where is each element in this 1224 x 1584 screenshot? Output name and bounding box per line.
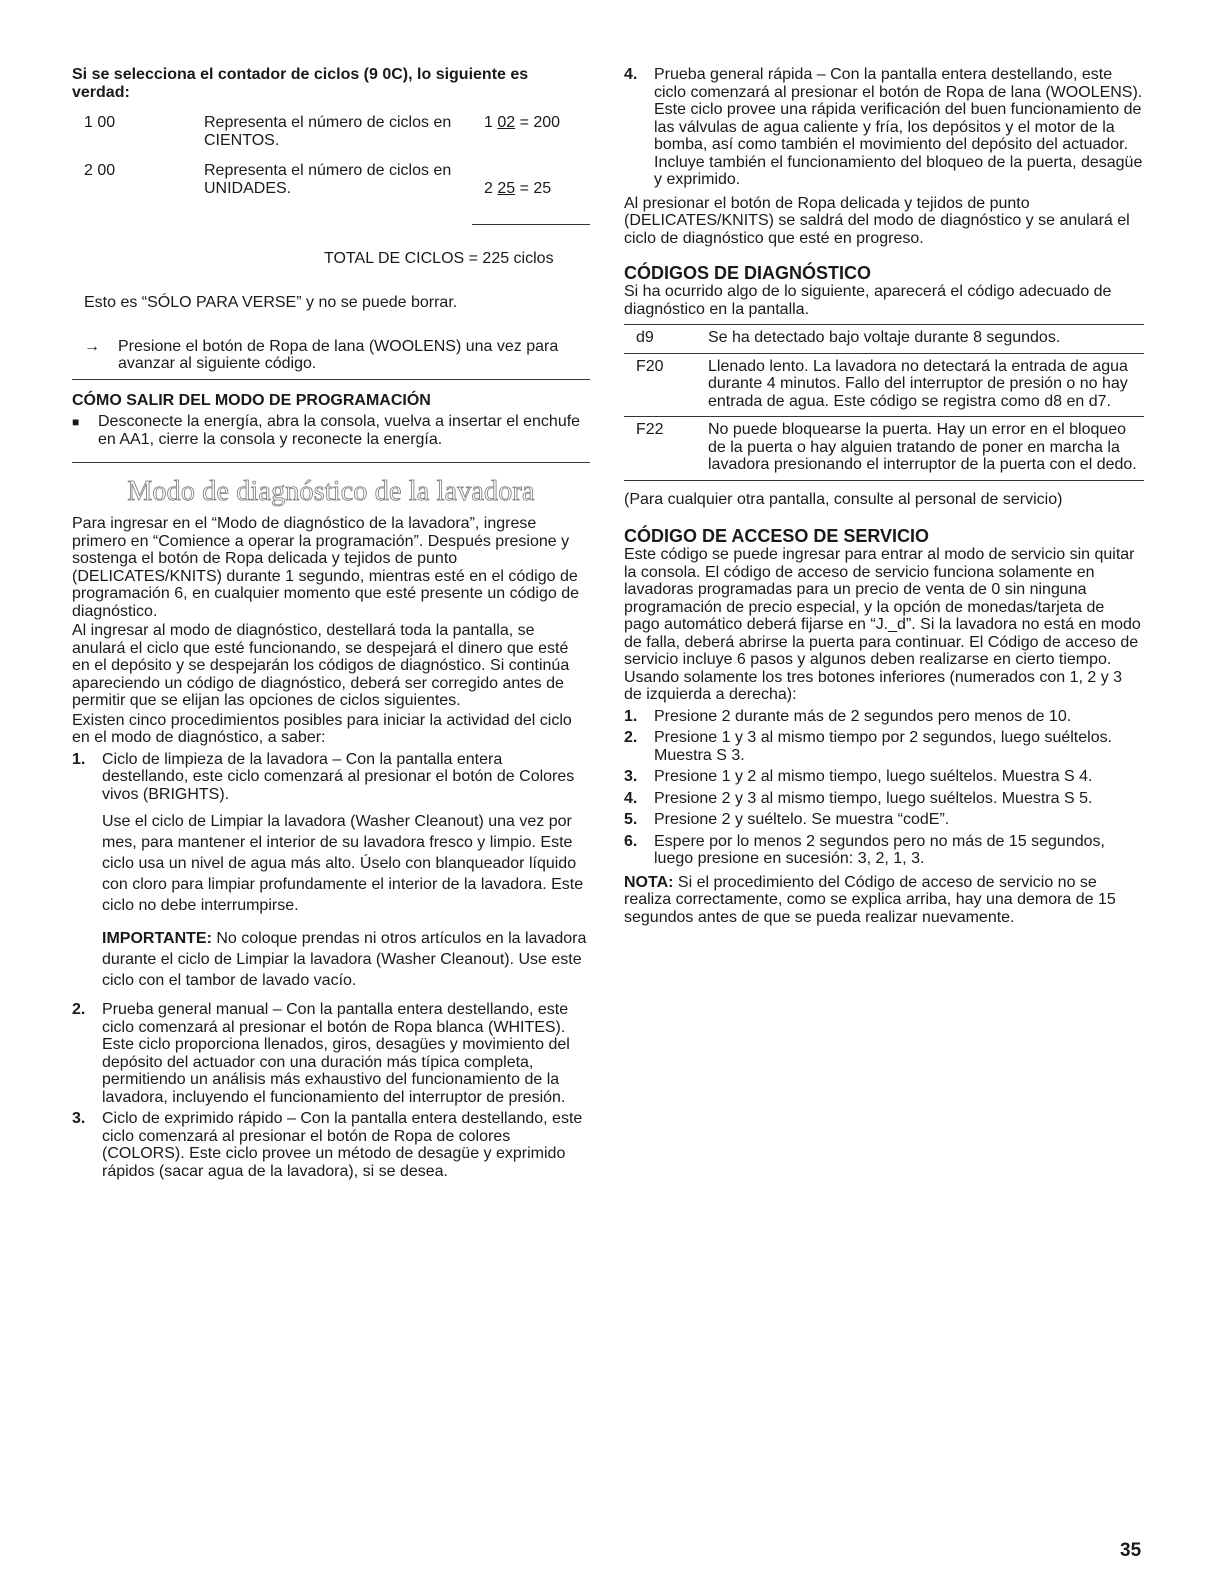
total-cycles: TOTAL DE CICLOS = 225 ciclos <box>324 250 554 267</box>
sum-divider <box>472 224 590 225</box>
codes-intro: Si ha ocurrido algo de lo siguiente, aparecerá el código adecuado de diagnóstico en la pantalla. <box>624 283 1112 318</box>
access-step: 5. Presione 2 y suéltelo. Se muestra “codE”. <box>624 811 950 828</box>
code-desc-cell: Se ha detectado bajo voltaje durante 8 segundos. <box>708 325 1144 354</box>
diag-paragraph-1: Para ingresar en el “Modo de diagnóstico de la lavadora”, ingrese primero en “Comience a operar la programación”. Después presione y sostenga el botón de Ropa delicada y tejidos de punto (DELICATES/KNITS) durante 1 segundo, mientras esté en el código de programación 6, en cualquier momento que esté presente un código de diagnóstico. <box>72 515 579 620</box>
access-step: 4. Presione 2 y 3 al mismo tiempo, luego suéltelos. Muestra S 5. <box>624 789 1093 807</box>
divider <box>72 379 590 380</box>
diagnostic-codes-heading: CÓDIGOS DE DIAGNÓSTICO <box>624 263 872 283</box>
code-cell: F20 <box>624 353 708 417</box>
diag-item-4: 4. Prueba general rápida – Con la pantalla entera destellando, este ciclo comenzará al presionar el botón de Ropa de lana (WOOLENS). Este ciclo provee una rápida verificación del buen funcionamiento de las válvulas de agua caliente y fría, los depósitos y el motor de la bomba, así como también el movimiento del depósito del actuador. Incluye también el funcionamiento del bloqueo de la puerta, desagüe y exprimido. <box>624 66 1143 188</box>
counter-calc: 2 25 = 25 <box>484 180 552 197</box>
right-column <box>624 66 1144 926</box>
access-step: 1. Presione 2 durante más de 2 segundos pero menos de 10. <box>624 707 1072 725</box>
diagnostic-codes-table <box>624 324 1144 481</box>
bullet-square-icon: ■ <box>72 415 80 429</box>
diag-paragraph-3: Existen cinco procedimientos posibles para iniciar la actividad del ciclo en el modo de diagnóstico, a saber: <box>72 711 572 746</box>
service-access-heading: CÓDIGO DE ACCESO DE SERVICIO <box>624 526 930 546</box>
arrow-icon: → <box>84 337 100 355</box>
divider <box>72 462 590 463</box>
washer-cleanout-note: Use el ciclo de Limpiar la lavadora (Washer Cleanout) una vez por mes, para mantener el interior de su lavadora fresco y limpio. Este ciclo usa un nivel de agua más alto. Úselo con blanqueador líquido con cloro para limpiar profundamente el interior de la lavadora. Este ciclo no debe interrumpirse. <box>102 813 584 914</box>
counter-desc: Representa el número de ciclos en CIENTOS. <box>204 114 452 149</box>
cycle-counter-table <box>72 114 590 216</box>
exit-diagnostic-note: Al presionar el botón de Ropa delicada y tejidos de punto (DELICATES/KNITS) se saldrá del modo de diagnóstico y se anulará el ciclo de diagnóstico que esté en progreso. <box>624 194 1130 247</box>
access-step: 2. Presione 1 y 3 al mismo tiempo por 2 segundos, luego suéltelos. Muestra S 3. <box>624 729 1113 764</box>
table-row <box>624 325 1144 354</box>
table-row <box>624 417 1144 481</box>
code-desc-cell: No puede bloquearse la puerta. Hay un error en el bloqueo de la puerta o hay alguien tratando de poner en marcha la lavadora presionando el interruptor de la puerta con el dedo. <box>708 417 1144 481</box>
counter-code: 2 00 <box>84 162 116 179</box>
left-column <box>72 66 590 1180</box>
access-note: NOTA: Si el procedimiento del Código de acceso de servicio no se realiza correctamente, como se explica arriba, hay una demora de 15 segundos antes de que se pueda realizar nuevamente. <box>624 873 1116 926</box>
code-cell: F22 <box>624 417 708 481</box>
exit-programming-heading: CÓMO SALIR DEL MODO DE PROGRAMACIÓN <box>72 391 431 409</box>
code-desc-cell: Llenado lento. La lavadora no detectará la entrada de agua durante 4 minutos. Fallo del interruptor de presión o no hay entrada de agua. Este código se registra como d8 en d7. <box>708 353 1144 417</box>
access-step: 6. Espere por lo menos 2 segundos pero no más de 15 segundos, luego presione en sucesión: 3, 2, 1, 3. <box>624 832 1105 867</box>
counter-code: 1 00 <box>84 114 116 131</box>
other-display-note: (Para cualquier otra pantalla, consulte al personal de servicio) <box>624 490 1063 508</box>
view-only-note: Esto es “SÓLO PARA VERSE” y no se puede borrar. <box>84 294 458 311</box>
service-access-intro: Este código se puede ingresar para entrar al modo de servicio sin quitar la consola. El código de acceso de servicio funciona solamente en lavadoras programadas para un precio de venta de 0 sin ninguna programación de precio especial, y la opción de monedas/tarjeta de pago automático deberá fijarse en “J._d”. Si la lavadora no está en modo de falla, deberá abrirse la puerta para continuar. El Código de acceso de servicio incluye 6 pasos y algunos deben realizarse en cierto tiempo. Usando solamente los tres botones inferiores (numerados con 1, 2 y 3 de izquierda a derecha): <box>624 546 1141 703</box>
access-step: 3. Presione 1 y 2 al mismo tiempo, luego suéltelos. Muestra S 4. <box>624 768 1093 785</box>
counter-calc: 1 02 = 200 <box>484 114 561 131</box>
advance-instruction: → Presione el botón de Ropa de lana (WOOLENS) una vez para avanzar al siguiente código. <box>84 337 559 372</box>
code-cell: d9 <box>624 325 708 354</box>
counter-intro-title: Si se selecciona el contador de ciclos (9 0C), lo siguiente es verdad: <box>72 66 529 101</box>
table-row <box>624 353 1144 417</box>
counter-desc: Representa el número de ciclos en UNIDADES. <box>204 162 452 197</box>
diag-paragraph-2: Al ingresar al modo de diagnóstico, destellará toda la pantalla, se anulará el ciclo que esté funcionando, se despejará el dinero que esté en el depósito y se despejarán los códigos de diagnóstico. Si continúa apareciendo un código de diagnóstico, deberá ser corregido antes de permitir que se elijan las opciones de ciclos siguientes. <box>72 622 570 709</box>
diag-item-1: 1. Ciclo de limpieza de la lavadora – Con la pantalla entera destellando, este ciclo comenzará al presionar el botón de Colores vivos (BRIGHTS). <box>72 750 575 803</box>
exit-instruction: ■ Desconecte la energía, abra la consola, vuelva a insertar el enchufe en AA1, cierre la consola y reconecte la energía. <box>72 413 581 448</box>
diagnostic-mode-heading: Modo de diagnóstico de la lavadora <box>127 476 535 507</box>
diag-item-2: 2. Prueba general manual – Con la pantalla entera destellando, este ciclo comenzará al presionar el botón de Ropa blanca (WHITES). Este ciclo proporciona llenados, giros, desagües y movimiento del depósito del actuador con una duración más típica completa, permitiendo un análisis más exhaustivo del funcionamiento de la lavadora, incluyendo el funcionamiento del interruptor de presión. <box>72 1001 570 1106</box>
important-note: IMPORTANTE: No coloque prendas ni otros artículos en la lavadora durante el ciclo de Limpiar la lavadora (Washer Cleanout). Use este ciclo con el tambor de lavado vacío. <box>102 930 587 989</box>
diag-item-3: 3. Ciclo de exprimido rápido – Con la pantalla entera destellando, este ciclo comenzará al presionar el botón de Ropa de colores (COLORS). Este ciclo provee un método de desagüe y exprimido rápidos (sacar agua de la lavadora), si se desea. <box>72 1110 583 1180</box>
page-number: 35 <box>1120 1540 1142 1561</box>
